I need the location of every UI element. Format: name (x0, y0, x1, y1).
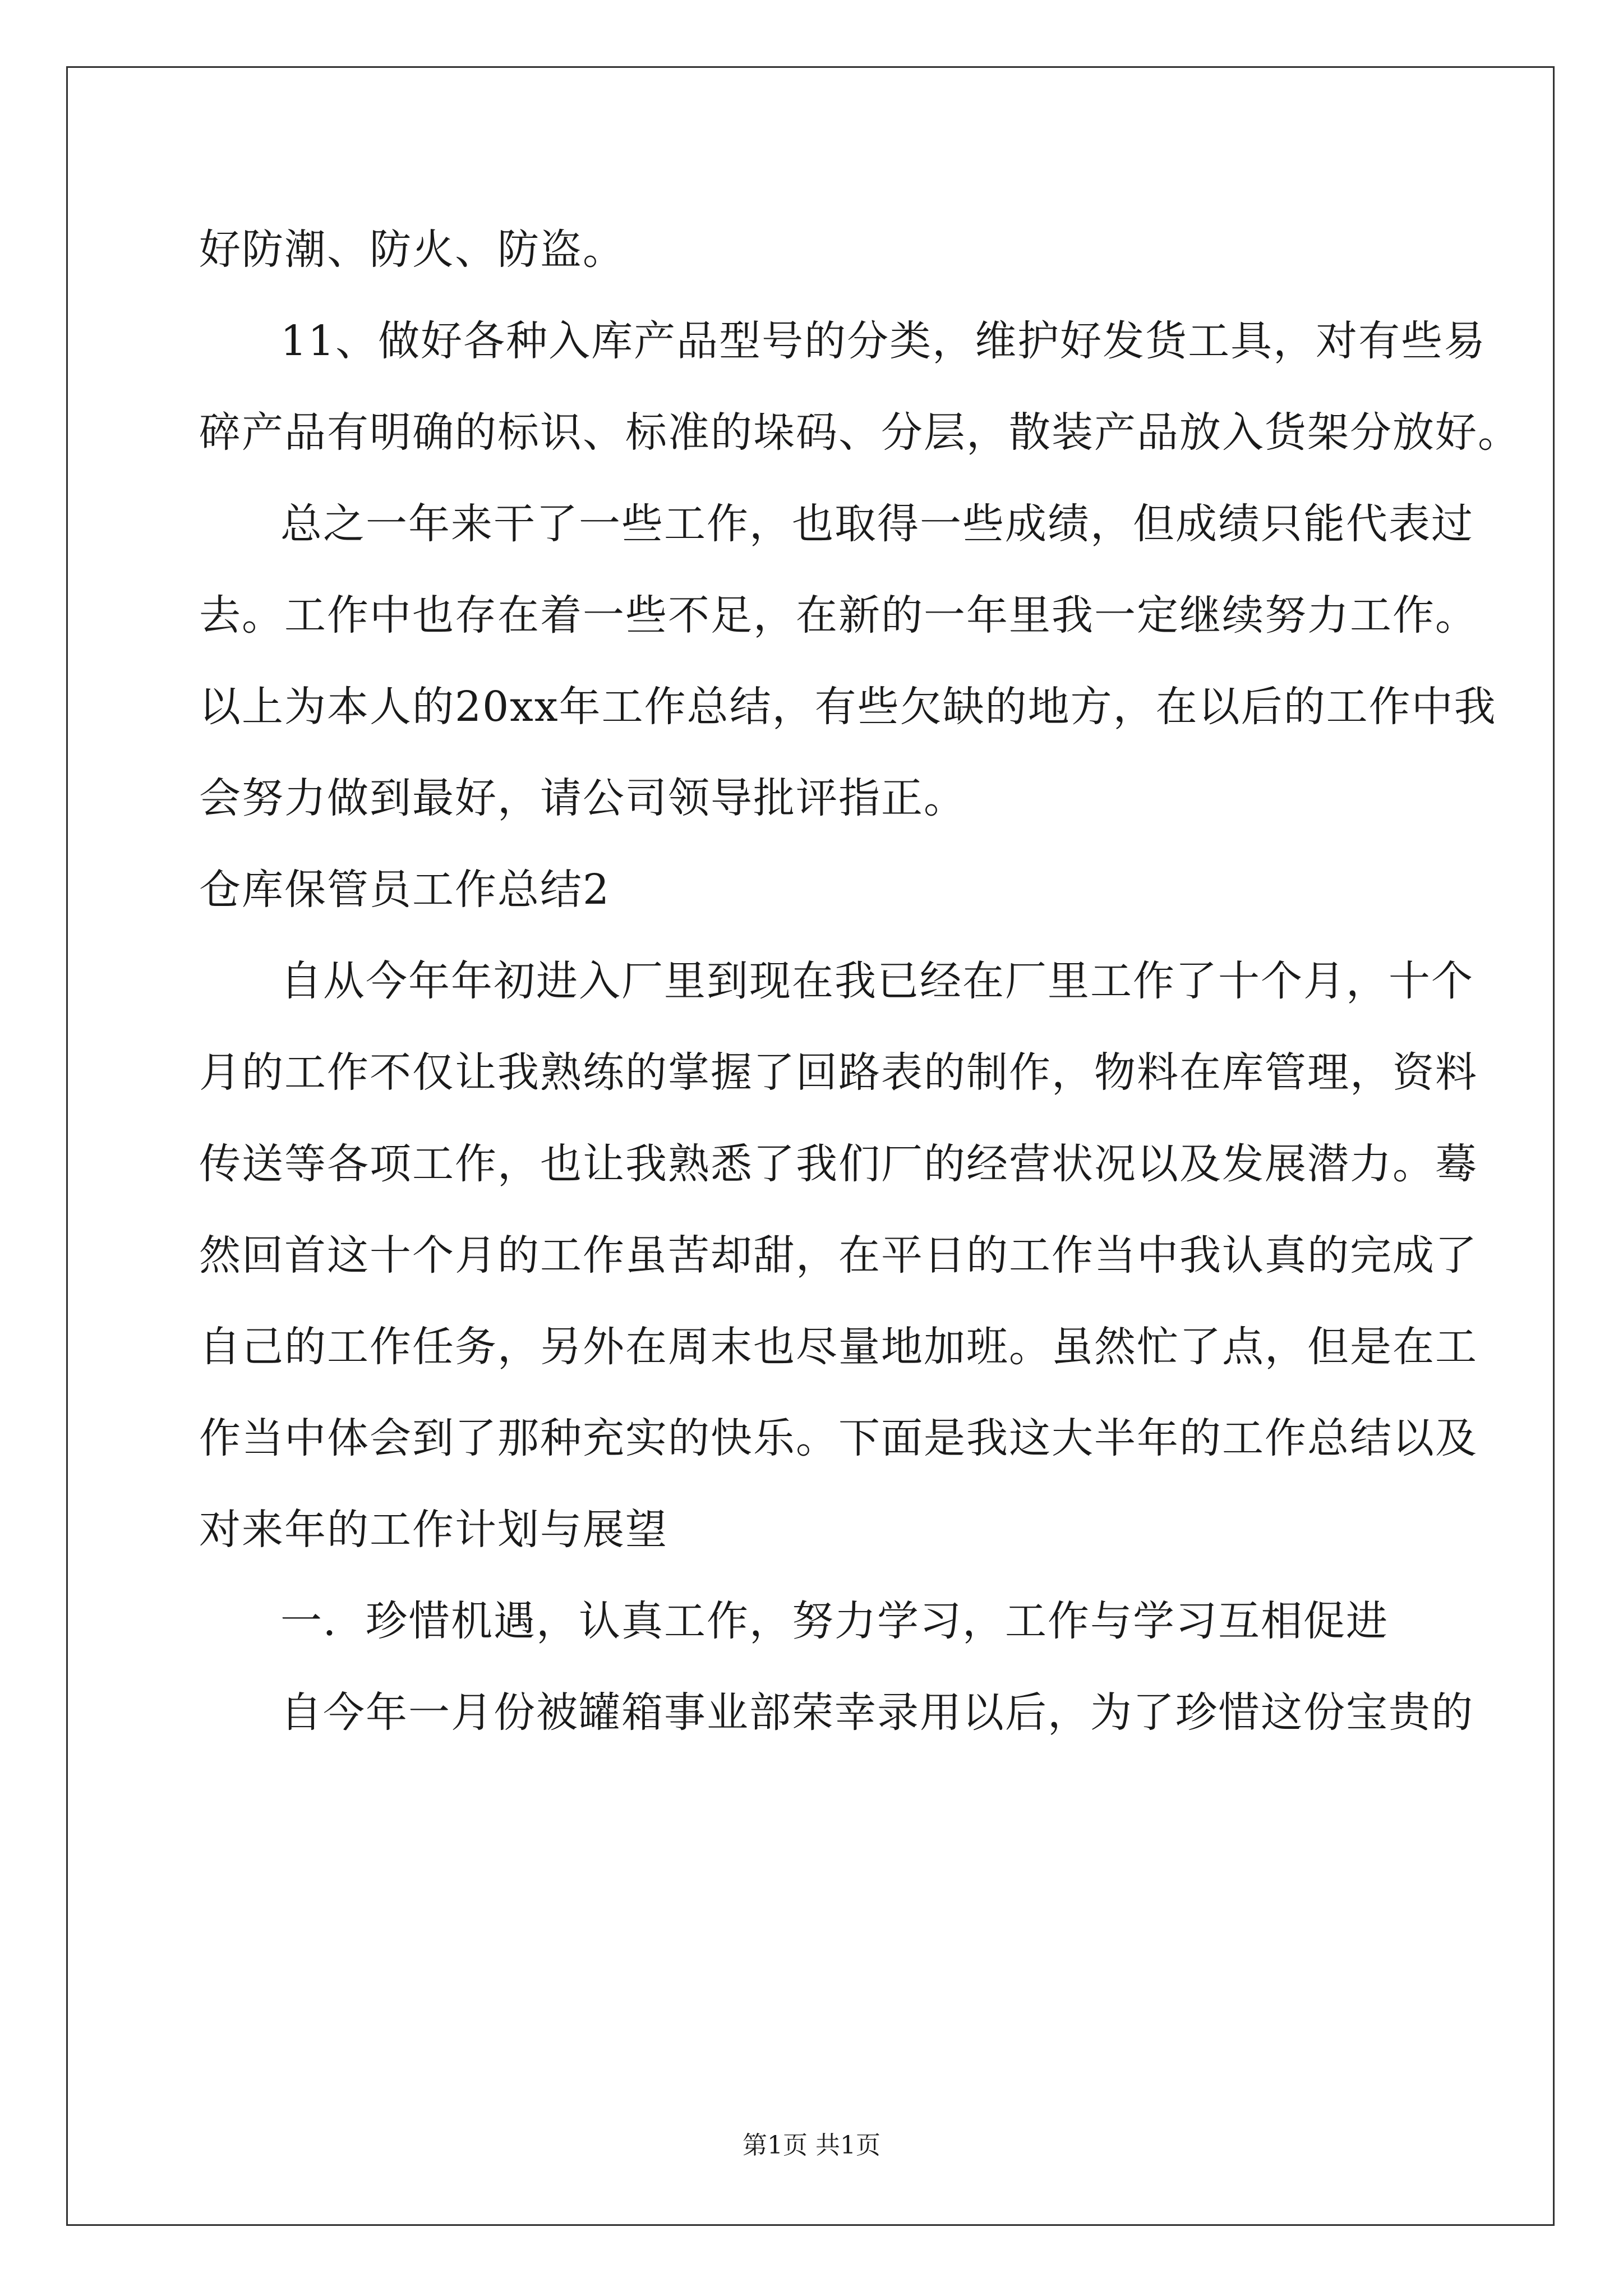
body-line-6: 以上为本人的20xx年工作总结，有些欠缺的地方，在以后的工作中我 (199, 683, 1497, 731)
body-line-5: 去。工作中也存在着一些不足，在新的一年里我一定继续努力工作。 (199, 591, 1478, 639)
body-line-7: 会努力做到最好，请公司领导批评指正。 (199, 774, 966, 822)
body-line-11: 传送等各项工作，也让我熟悉了我们厂的经营状况以及发展潜力。蓦 (199, 1140, 1478, 1188)
section-heading: 仓库保管员工作总结2 (199, 866, 611, 914)
body-line-14: 作当中体会到了那种充实的快乐。下面是我这大半年的工作总结以及 (199, 1414, 1478, 1462)
body-line-3: 碎产品有明确的标识、标准的垛码、分层，散装产品放入货架分放好。 (199, 408, 1520, 457)
page-footer: 第1页 共1页 (743, 2131, 880, 2160)
body-line-2: 11、做好各种入库产品型号的分类，维护好发货工具，对有些易 (280, 317, 1487, 365)
body-line-12: 然回首这十个月的工作虽苦却甜，在平日的工作当中我认真的完成了 (199, 1231, 1478, 1280)
body-line-13: 自己的工作任务，另外在周末也尽量地加班。虽然忙了点，但是在工 (199, 1323, 1478, 1371)
body-line-4: 总之一年来干了一些工作，也取得一些成绩，但成绩只能代表过 (280, 500, 1474, 548)
body-line-1: 好防潮、防火、防盗。 (199, 226, 625, 274)
body-line-9: 自从今年年初进入厂里到现在我已经在厂里工作了十个月，十个 (280, 957, 1474, 1005)
body-line-17: 自今年一月份被罐箱事业部荣幸录用以后，为了珍惜这份宝贵的 (280, 1688, 1474, 1737)
body-line-10: 月的工作不仅让我熟练的掌握了回路表的制作，物料在库管理，资料 (199, 1048, 1478, 1097)
body-line-15: 对来年的工作计划与展望 (199, 1506, 668, 1554)
subsection-heading: 一．珍惜机遇，认真工作，努力学习，工作与学习互相促进 (280, 1597, 1389, 1645)
